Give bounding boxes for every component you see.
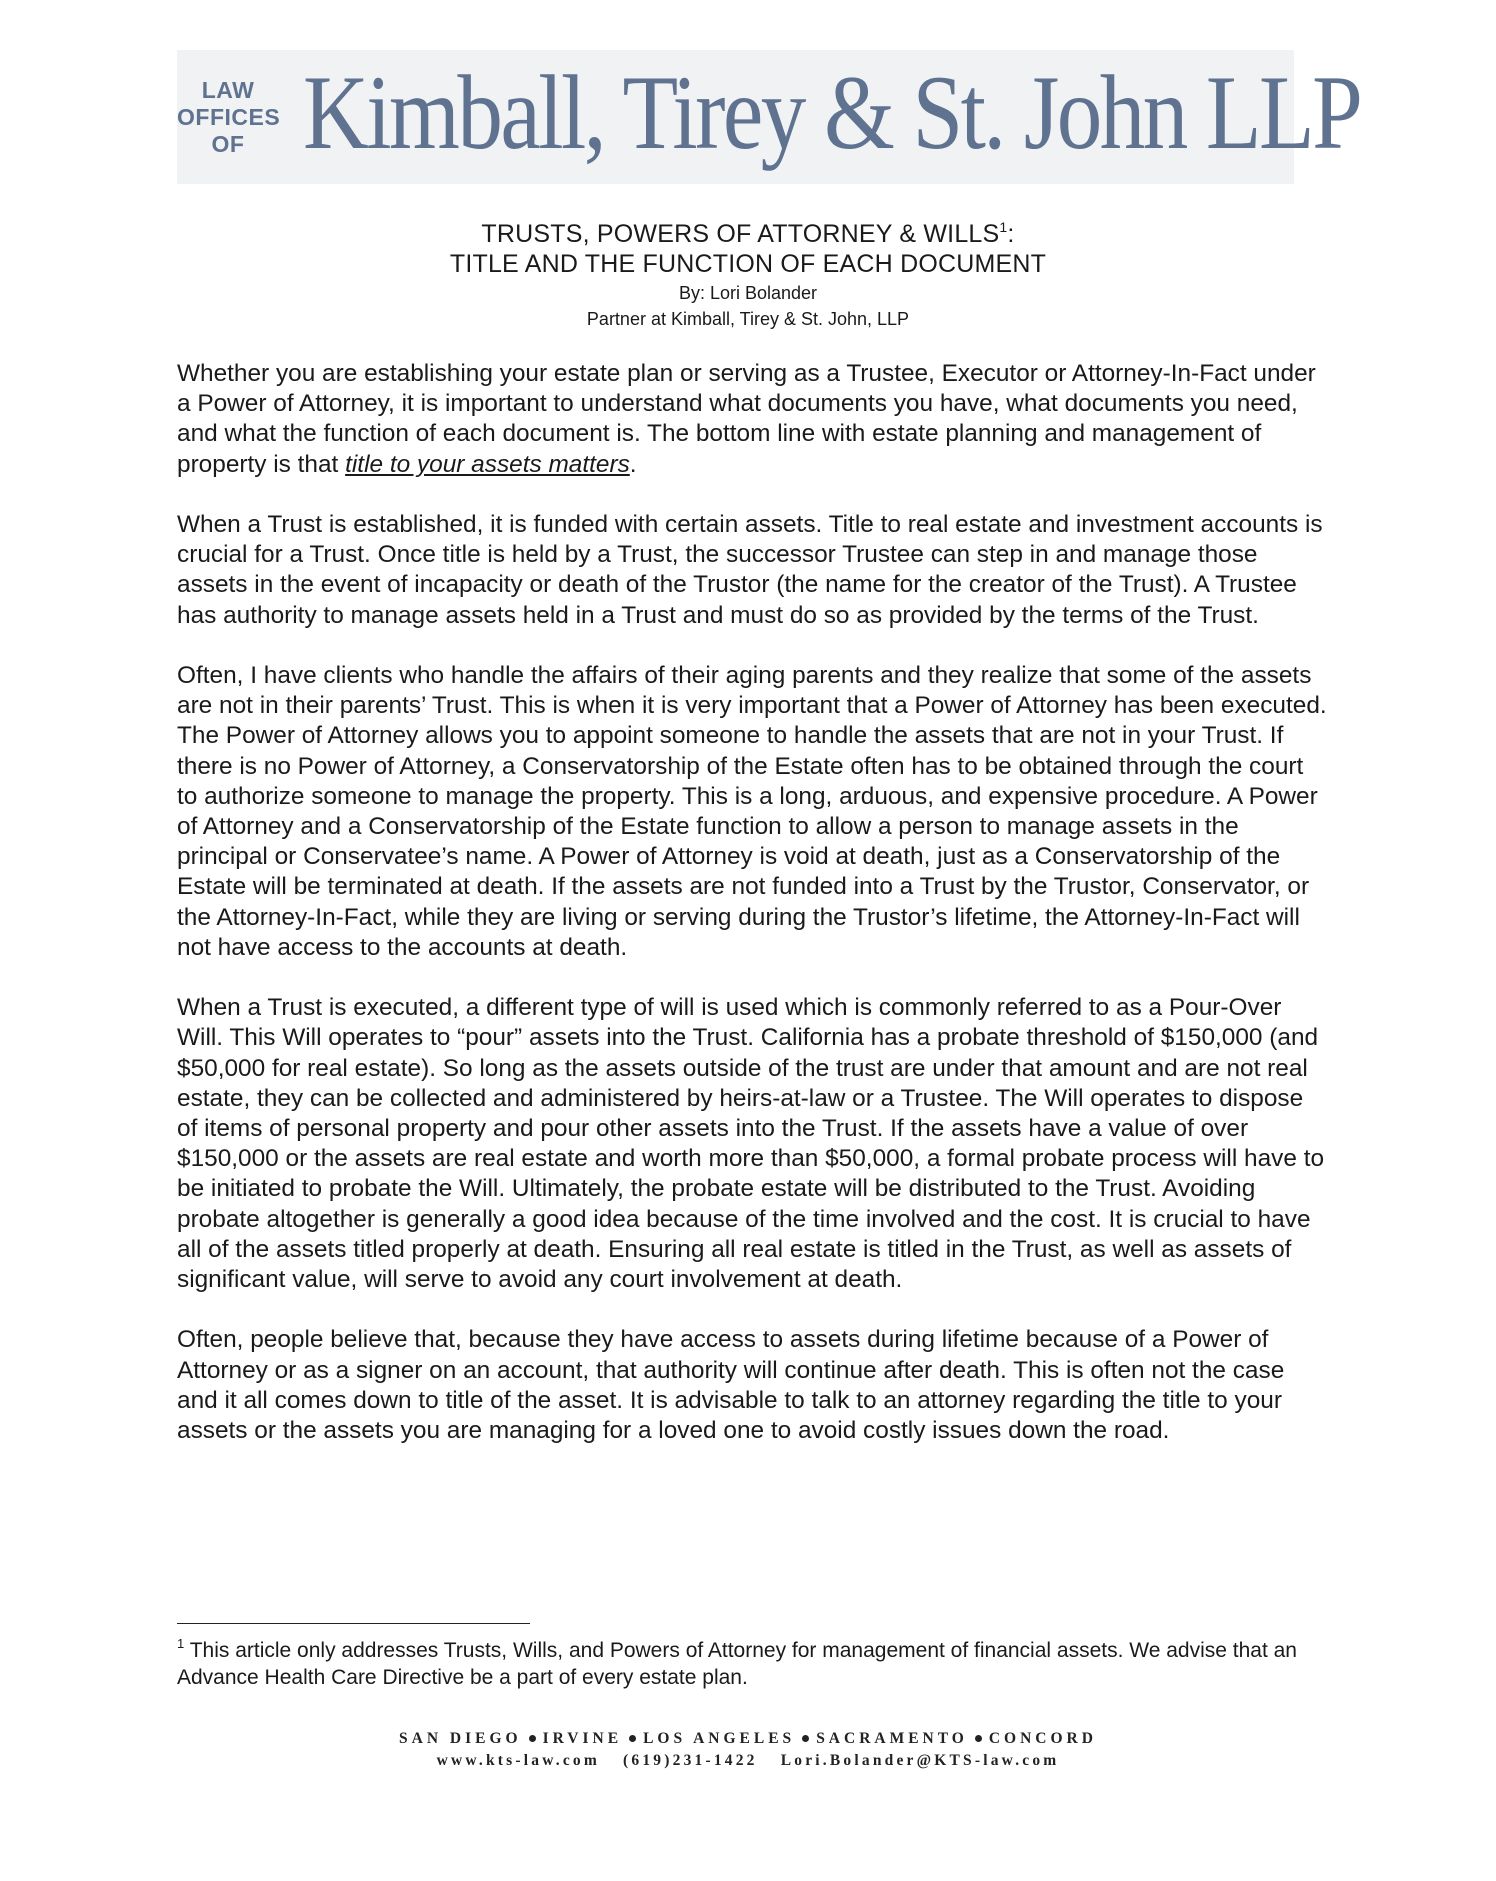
letterhead — [177, 50, 1361, 184]
website-link[interactable]: www.kts-law.com — [436, 1752, 600, 1769]
law-offices-label — [177, 77, 279, 158]
contact-info — [177, 1750, 1319, 1772]
footnote-ref[interactable]: 1 — [999, 219, 1008, 235]
footnote — [177, 1637, 1327, 1691]
title-colon: : — [1007, 220, 1015, 248]
document-title-line-2: TITLE AND THE FUNCTION OF EACH DOCUMENT — [449, 250, 1047, 278]
phone-number[interactable]: (619)231-1422 — [623, 1752, 758, 1769]
paragraph-intro — [177, 359, 1327, 480]
office-location: CONCORD — [988, 1730, 1097, 1747]
law-offices-line: OFFICES — [177, 103, 281, 130]
footnote-marker: 1 — [177, 1636, 185, 1651]
email-link[interactable]: Lori.Bolander@KTS-law.com — [780, 1752, 1060, 1769]
firm-name-logo: Kimball, Tirey & St. John LLP — [303, 54, 1361, 171]
bullet-icon — [802, 1735, 809, 1742]
footnote-text: This article only addresses Trusts, Wills, and Powers of Attorney for management of financial assets. We advise that an Advance Health Care Directive be a part of every estate plan. — [177, 1639, 1297, 1689]
law-offices-line: OF — [211, 130, 245, 157]
law-offices-line: LAW — [201, 76, 255, 103]
author-position: Partner at Kimball, Tirey & St. John, LLP — [586, 309, 910, 329]
office-location: IRVINE — [542, 1730, 623, 1747]
author-byline: By: Lori Bolander — [678, 283, 818, 303]
emphasized-phrase: title to your assets matters — [345, 450, 630, 478]
office-location: SAN DIEGO — [399, 1730, 522, 1747]
page-footer — [177, 1728, 1319, 1772]
paragraph-conclusion: Often, people believe that, because they have access to assets during lifetime because of a Power of Attorney or as a signer on an account, that authority will continue after death. This is often not the case and it all comes down to title of the asset. It is advisable to talk to an attorney regarding the title to your assets or the assets you are managing for a loved one to avoid costly issues down the road. — [177, 1326, 1285, 1445]
document-header — [177, 219, 1319, 331]
title-text: TRUSTS, POWERS OF ATTORNEY & WILLS — [481, 220, 1000, 248]
footnote-divider — [177, 1623, 530, 1624]
paragraph-power-of-attorney: Often, I have clients who handle the affairs of their aging parents and they realize that some of the assets are not in their parents’ Trust. This is when it is very important that a Power of Attorney has been executed. The Power of Attorney allows you to appoint someone to handle the assets that are not in your Trust. If there is no Power of Attorney, a Conservatorship of the Estate often has to be obtained through the court to authorize someone to manage the property. This is a long, arduous, and expensive procedure. A Power of Attorney and a Conservatorship of the Estate function to allow a person to manage assets in the principal or Conservatee’s name. A Power of Attorney is void at death, just as a Conservatorship of the Estate will be terminated at death. If the assets are not funded into a Trust by the Trustor, Conservator, or the Attorney-In-Fact, while they are living or serving during the Trustor’s lifetime, the Attorney-In-Fact will not have access to the accounts at death. — [177, 662, 1327, 961]
paragraph-text: . — [629, 450, 637, 478]
paragraph-trust: When a Trust is established, it is funded with certain assets. Title to real estate and investment accounts is crucial for a Trust. Once title is held by a Trust, the successor Trustee can step in and manage those assets in the event of incapacity or death of the Trustor (the name for the creator of the Trust). A Trustee has authority to manage assets held in a Trust and must do so as provided by the terms of the Trust. — [177, 511, 1323, 629]
paragraph-text: Whether you are establishing your estate plan or serving as a Trustee, Executor or Attorney-In-Fact under a Power of Attorney, it is important to understand what documents you have, what documents you need, and what the function of each document is. The bottom line with estate planning and management of property is that — [177, 360, 1316, 478]
bullet-icon — [629, 1735, 636, 1742]
article-body — [177, 359, 1327, 1476]
office-location: SACRAMENTO — [816, 1730, 968, 1747]
office-locations — [177, 1728, 1319, 1750]
office-location: LOS ANGELES — [643, 1730, 796, 1747]
document-title-line-1 — [177, 219, 1319, 249]
bullet-icon — [975, 1735, 982, 1742]
bullet-icon — [529, 1735, 536, 1742]
paragraph-pour-over-will: When a Trust is executed, a different type of will is used which is commonly referred to as a Pour-Over Will. This Will operates to “pour” assets into the Trust. California has a probate threshold of $150,000 (and $50,000 for real estate). So long as the assets outside of the trust are under that amount and are not real estate, they can be collected and administered by heirs-at-law or a Trustee. The Will operates to dispose of items of personal property and pour other assets into the Trust. If the assets have a value of over $150,000 or the assets are real estate and worth more than $50,000, a formal probate process will have to be initiated to probate the Will. Ultimately, the probate estate will be distributed to the Trust. Avoiding probate altogether is generally a good idea because of the time involved and the cost. It is crucial to have all of the assets titled properly at death. Ensuring all real estate is titled in the Trust, as well as assets of significant value, will serve to avoid any court involvement at death. — [177, 994, 1325, 1294]
